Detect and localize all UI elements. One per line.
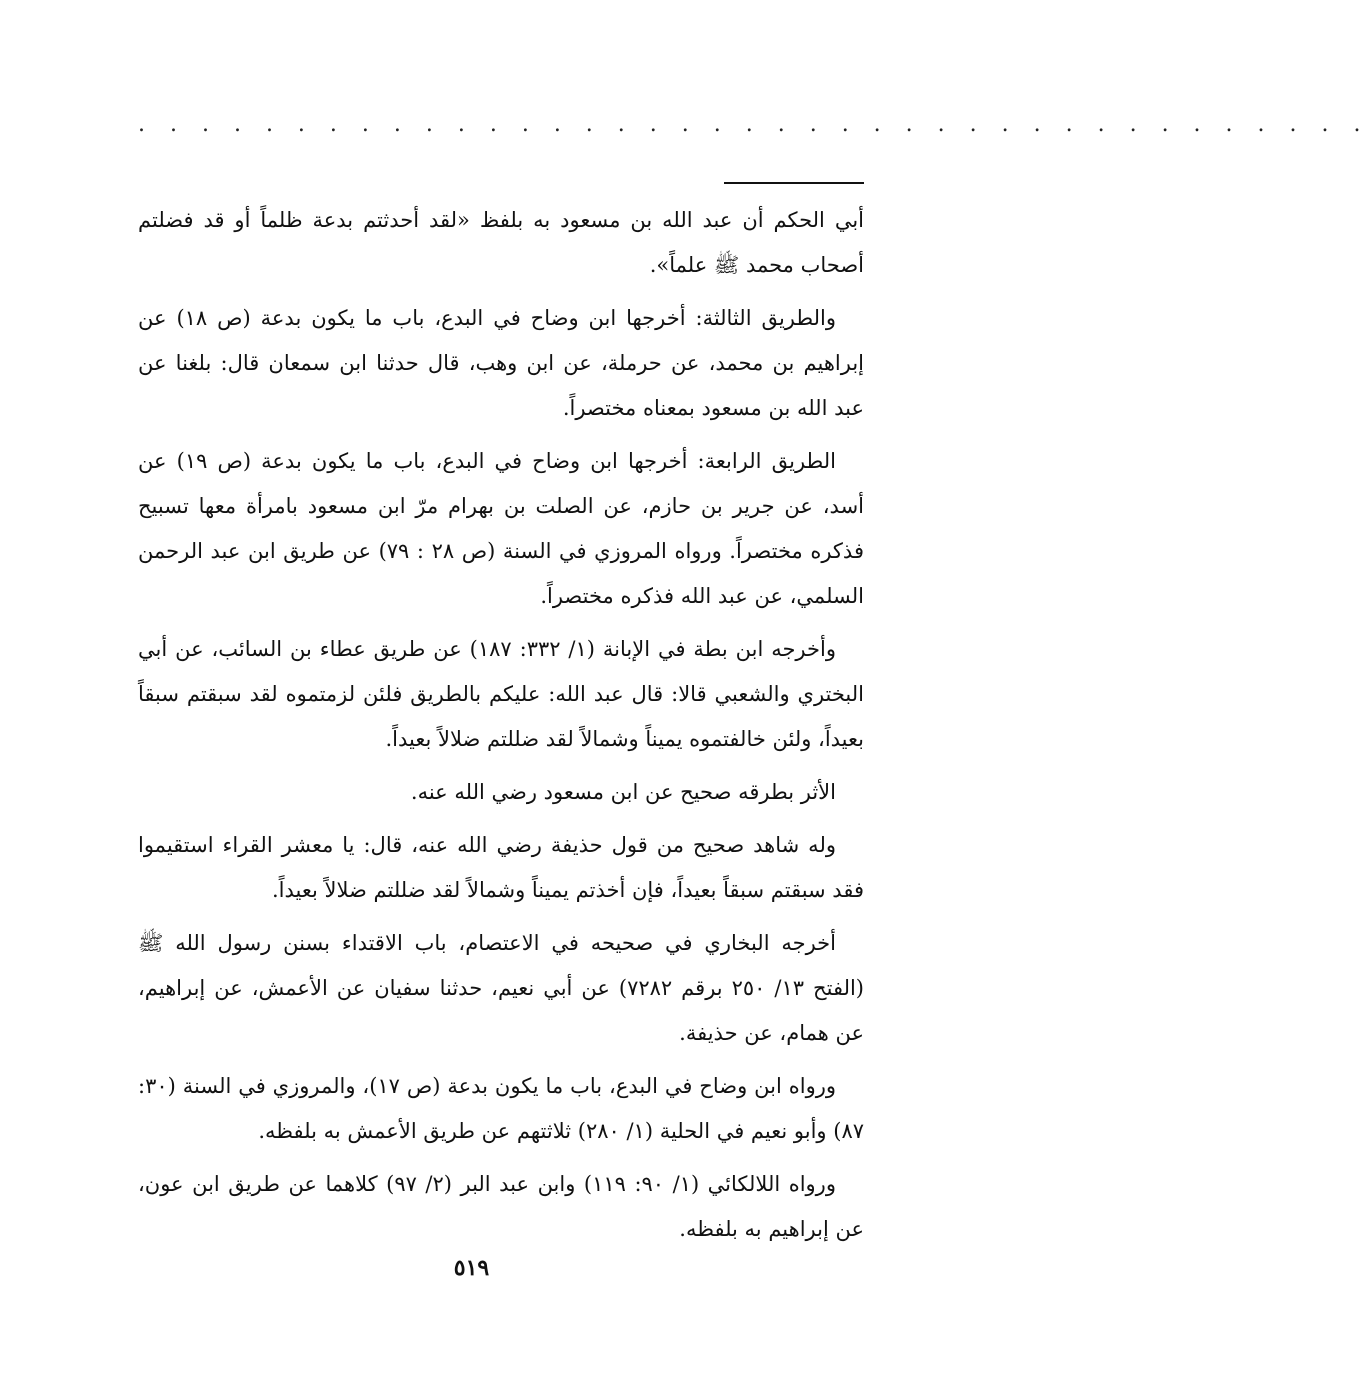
paragraph: الطريق الرابعة: أخرجها ابن وضاح في البدع، باب ما يكون بدعة (ص ١٩) عن أسد، عن جرير بن حازم، عن الصلت بن بهرام مرّ ابن مسعود بامرأة معها تسبيح فذكره مختصراً. ورواه المروزي في السنة (ص ٢٨ : ٧٩) عن طريق ابن عبد الرحمن السلمي، عن عبد الله فذكره مختصراً. [138, 449, 864, 608]
paragraph: أخرجه البخاري في صحيحه في الاعتصام، باب الاقتداء بسنن رسول الله ﷺ (الفتح ١٣/ ٢٥٠ برقم ٧٢٨٢) عن أبي نعيم، حدثنا سفيان عن الأعمش، عن إبراهيم، عن همام، عن حذيفة. [138, 931, 864, 1045]
paragraph: أبي الحكم أن عبد الله بن مسعود به بلفظ «لقد أحدثتم بدعة ظلماً أو قد فضلتم أصحاب محمد ﷺ علماً». [138, 208, 864, 277]
paragraph: والطريق الثالثة: أخرجها ابن وضاح في البدع، باب ما يكون بدعة (ص ١٨) عن إبراهيم بن محمد، عن حرملة، عن ابن وهب، قال حدثنا ابن سمعان قال: بلغنا عن عبد الله بن مسعود بمعناه مختصراً. [138, 306, 864, 420]
separator-dots: . . . . . . . . . . . . . . . . . . . . . . . . . . . . . . . . . . . . . . . [138, 112, 1369, 137]
page-number: ٥١٩ [453, 1255, 490, 1281]
footnote-text [138, 198, 864, 1260]
paragraph: وأخرجه ابن بطة في الإبانة (١/ ٣٣٢: ١٨٧) عن طريق عطاء بن السائب، عن أبي البختري والشعبي قالا: قال عبد الله: عليكم بالطريق فلئن لزمتموه لقد سبقتم سبقاً بعيداً، ولئن خالفتموه يميناً وشمالاً لقد ضللتم ضلالاً بعيداً. [138, 637, 864, 751]
footnote-rule [724, 182, 864, 184]
paragraph: الأثر بطرقه صحيح عن ابن مسعود رضي الله عنه. [410, 780, 836, 804]
paragraph: ورواه اللالكائي (١/ ٩٠: ١١٩) وابن عبد البر (٢/ ٩٧) كلاهما عن طريق ابن عون، عن إبراهيم به بلفظه. [138, 1172, 864, 1241]
paragraph: ورواه ابن وضاح في البدع، باب ما يكون بدعة (ص ١٧)، والمروزي في السنة (٣٠: ٨٧) وأبو نعيم في الحلية (١/ ٢٨٠) ثلاثتهم عن طريق الأعمش به بلفظه. [138, 1074, 864, 1143]
paragraph: وله شاهد صحيح من قول حذيفة رضي الله عنه، قال: يا معشر القراء استقيموا فقد سبقتم سبقاً بعيداً، فإن أخذتم يميناً وشمالاً لقد ضللتم ضلالاً بعيداً. [138, 833, 864, 902]
